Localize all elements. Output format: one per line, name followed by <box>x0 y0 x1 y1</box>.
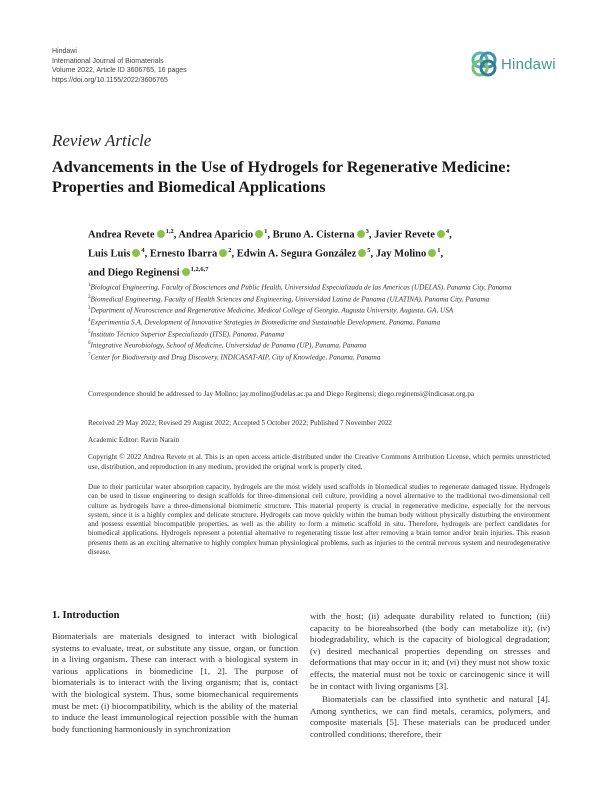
orcid-icon[interactable] <box>132 249 140 257</box>
doi-link[interactable]: https://doi.org/10.1155/2022/3606765 <box>52 76 168 84</box>
author-affil: 1,2,6,7 <box>190 266 209 273</box>
journal-meta <box>52 47 187 85</box>
author-name[interactable]: Andrea Revete <box>88 229 155 241</box>
orcid-icon[interactable] <box>428 249 436 257</box>
author-affil: 5 <box>367 247 371 254</box>
affiliation-item: $^7$Center for Biodiversity and Drug Discovery, INDICASAT-AIP, City of Knowledge, Panama, Panama <box>88 353 381 362</box>
body-column-right <box>310 611 550 741</box>
orcid-icon[interactable] <box>157 230 165 238</box>
affiliation-list <box>88 281 558 363</box>
orcid-icon[interactable] <box>437 230 445 238</box>
journal-name: International Journal of Biomaterials <box>52 57 164 65</box>
affiliation-item: $^3$Department of Neuroscience and Regenerative Medicine, Medical College of Georgia, Augusta University, Augusta, GA, USA <box>88 306 454 315</box>
correspondence: Correspondence should be addressed to Jay Molino; jay.molino@udelas.ac.pa and Diego Reginensi; diego.reginensi@indicasat.org.pa <box>88 390 475 398</box>
author-name[interactable]: Diego Reginensi <box>107 267 180 279</box>
copyright-notice: Copyright © 2022 Andrea Revete et al. This is an open access article distributed under the Creative Commons Attribution License, which permits unrestricted use, distribution, and reproduction in any medium, provided the original work is properly cited. <box>88 453 550 471</box>
author-name[interactable]: Jay Molino <box>375 248 427 260</box>
affiliation-item: $^4$Experimentia S.A, Development of Innovative Strategies in Biomedicine and Sustainable Development, Panama, Panama <box>88 318 441 327</box>
author-name[interactable]: Andrea Aparicio <box>178 229 254 241</box>
author-affil: 3 <box>365 228 369 235</box>
body-column-left <box>52 631 298 735</box>
academic-editor: Academic Editor: Ravin Narain <box>88 436 180 444</box>
body-paragraph: Biomaterials are materials designed to interact with biological systems to evaluate, treat, or substitute any tissue, organ, or function in a living organism. These can interact with a biological system in various applications in biomedicine [1, 2]. The purpose of biomaterials is to interact with the living organism; that is, contact with the biological system. Thus, some biomechanical requirements must be met: (i) biocompatibility, which is the ability of the material to induce the least immunological rejection possible with the human body functioning harmoniously in synchronization <box>52 631 298 734</box>
article-title: Advancements in the Use of Hydrogels for Regenerative Medicine: Properties and Biomedical Applications <box>52 158 511 196</box>
author-name[interactable]: Luis Luis <box>88 248 131 260</box>
body-paragraph: with the host; (ii) adequate durability related to function; (iii) capacity to be bioreabsorbed (the body can metabolize it); (iv) biodegradability, which is the capacity of biological degradation; (v) desired mechanical properties depending on stresses and deformations that may occur in it; and (vi) they must not show toxic effects, the material must not be toxic or carcinogenic since it will be in contact with living organisms [3]. <box>310 611 550 691</box>
article-type: Review Article <box>52 131 152 150</box>
logo-text: Hindawi <box>501 55 556 73</box>
author-affil: 1,2 <box>165 228 174 235</box>
hindawi-logo <box>470 47 570 81</box>
affiliation-item: $^5$Instituto Técnico Superior Especializado (ITSE), Panama, Panama <box>88 329 285 339</box>
author-list: Andrea Revete $^{1,2}$, Andrea Aparicio $^1$, Bruno A. Cisterna $^3$, Javier Revete $^4$, Luis Luis $^4$, Ernesto Ibarra $^2$, Edwin A. Segura González $^5$, Jay Molino $^1$, and Diego Reginensi $^{1,2,6,7}$ <box>88 228 452 279</box>
author-affil: 4 <box>141 247 145 254</box>
volume-line: Volume 2022, Article ID 3606765, 16 pages <box>52 67 187 74</box>
author-affil: 1 <box>437 247 441 254</box>
affiliation-item: $^2$Biomedical Engineering, Faculty of Health Sciences and Engineering, Universidad Latina de Panama (ULATINA), Panama City, Panama <box>88 294 490 304</box>
orcid-icon[interactable] <box>219 249 227 257</box>
orcid-icon[interactable] <box>255 230 263 238</box>
section-heading: 1. Introduction <box>52 610 120 621</box>
author-affil: 4 <box>445 228 450 235</box>
author-affil: 2 <box>228 247 232 254</box>
publication-dates: Received 29 May 2022; Revised 29 August 2022; Accepted 5 October 2022; Published 7 November 2022 <box>88 419 393 427</box>
author-name[interactable]: Javier Revete <box>374 229 435 241</box>
author-name[interactable]: Bruno A. Cisterna <box>272 229 355 241</box>
orcid-icon[interactable] <box>358 249 366 257</box>
hindawi-logo-icon <box>470 50 498 78</box>
affiliation-item: $^1$Biological Engineering, Faculty of Biosciences and Public Health, Universidad Especializada de las Americas (UDELAS), Panama City, Panama <box>88 283 512 292</box>
orcid-icon[interactable] <box>357 230 365 238</box>
affiliation-item: $^6$Integrative Neurobiology, School of Medicine, Universidad de Panama (UP), Panama, Panama <box>88 341 367 350</box>
author-name[interactable]: Ernesto Ibarra <box>149 248 218 260</box>
publisher-name: Hindawi <box>52 48 77 55</box>
orcid-icon[interactable] <box>182 268 190 276</box>
author-affil: 1 <box>264 228 268 235</box>
body-paragraph: Biomaterials can be classified into synthetic and natural [4]. Among synthetics, we can find metals, ceramics, polymers, and composite materials [5]. These materials can be produced under controlled conditions; therefore, their <box>310 694 550 739</box>
abstract: Due to their particular water absorption capacity, hydrogels are the most widely used scaffolds in biomedical studies to regenerate damaged tissue. Hydrogels can be used in tissue engineering to design scaffolds for three-dimensional cell culture, providing a novel alternative to the traditional two-dimensional cell culture as hydrogels have a three-dimensional biomimetic structure. This material property is crucial in regenerative medicine, especially for the nervous system, since it is a highly complex and delicate structure. Hydrogels can move quickly within the human body without physically disturbing the environment and possess essential biocompatible properties, as well as the ability to form a mimetic scaffold in situ. Therefore, hydrogels are perfect candidates for biomedical applications. Hydrogels represent a potential alternative to regenerating tissue lost after removing a brain tumor and/or brain injuries. This reason presents them as an exciting alternative to highly complex human physiological problems, such as injuries to the central nervous system and neurodegenerative disease. <box>88 483 550 557</box>
author-name[interactable]: Edwin A. Segura González <box>236 248 357 260</box>
